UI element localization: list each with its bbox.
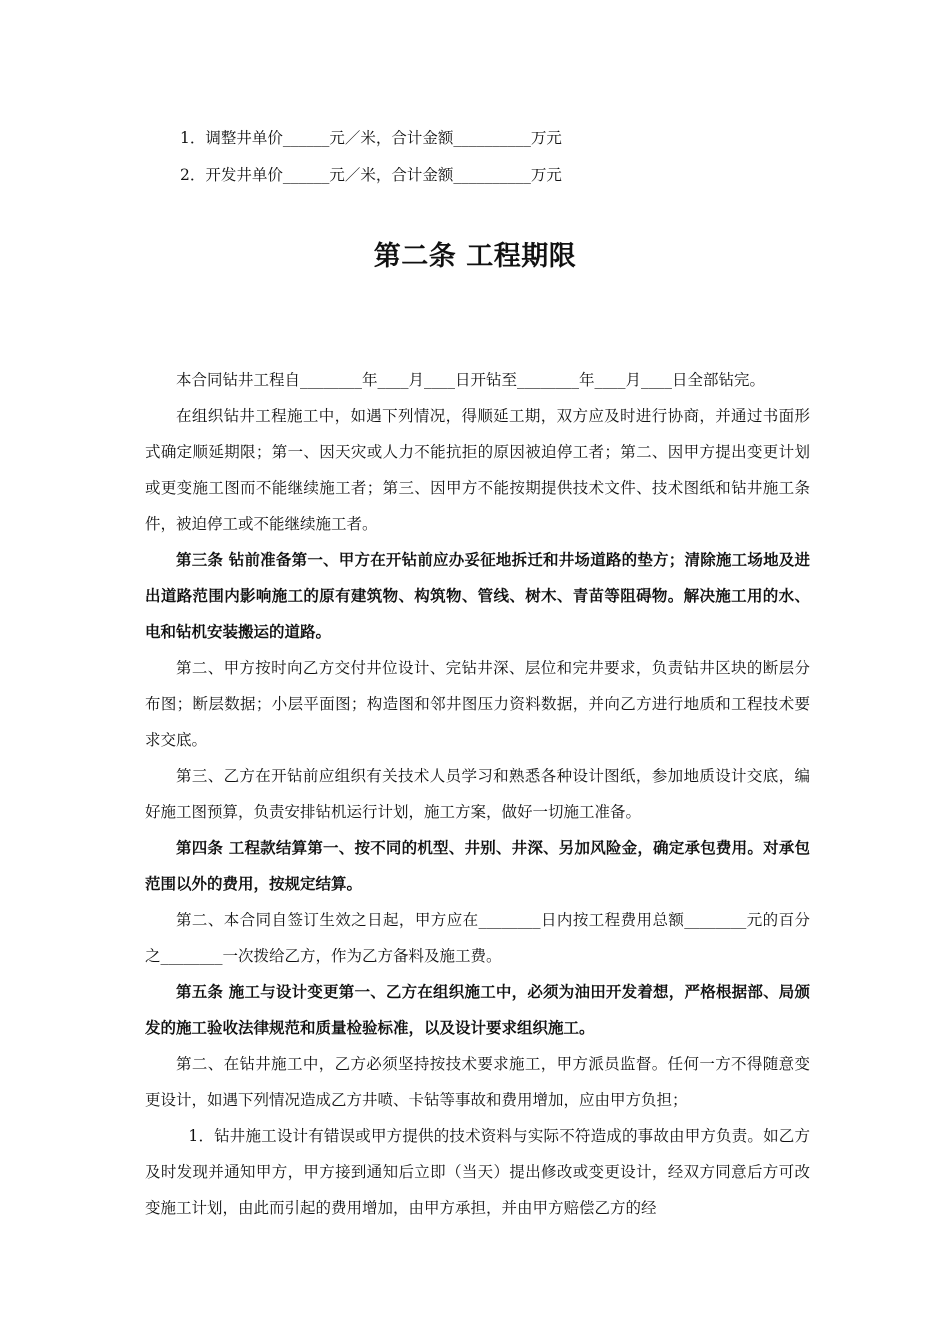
paragraph-extension: 在组织钻井工程施工中，如遇下列情况，得顺延工期，双方应及时进行协商，并通过书面形式确定顺延期限；第一、因天灾或人力不能抗拒的原因被迫停工者；第二、因甲方提出变更计划或更变施工图而不能继续施工者；第三、因甲方不能按期提供技术文件、技术图纸和钻井施工条件，被迫停工或不能继续施工者。 [145, 407, 810, 533]
paragraph-article-3-third: 第三、乙方在开钻前应组织有关技术人员学习和熟悉各种设计图纸，参加地质设计交底，编好施工图预算，负责安排钻机运行计划，施工方案，做好一切施工准备。 [145, 767, 810, 821]
paragraph-drilling-period: 本合同钻井工程自________年____月____日开钻至________年____月____日全部钻完。 [176, 371, 766, 389]
price-item-adjustment-well: 1．调整井单价______元／米，合计金额__________万元 [180, 129, 562, 147]
paragraph-article-5-second: 第二、在钻井施工中，乙方必须坚持按技术要求施工，甲方派员监督。任何一方不得随意变更设计，如遇下列情况造成乙方井喷、卡钻等事故和费用增加，应由甲方负担； [145, 1055, 810, 1109]
paragraph-article-4: 第四条 工程款结算第一、按不同的机型、井别、井深、另加风险金，确定承包费用。对承包范围以外的费用，按规定结算。 [145, 838, 810, 893]
paragraph-article-3-second: 第二、甲方按时向乙方交付井位设计、完钻井深、层位和完井要求，负责钻井区块的断层分布图；断层数据；小层平面图；构造图和邻井图压力资料数据，并向乙方进行地质和工程技术要求交底。 [145, 659, 810, 749]
paragraph-article-5: 第五条 施工与设计变更第一、乙方在组织施工中，必须为油田开发着想，严格根据部、局颁发的施工验收法律规范和质量检验标准，以及设计要求组织施工。 [145, 982, 810, 1037]
paragraph-article-4-second: 第二、本合同自签订生效之日起，甲方应在________日内按工程费用总额________元的百分之________一次拨给乙方，作为乙方备料及施工费。 [145, 911, 810, 965]
price-item-development-well: 2．开发井单价______元／米，合计金额__________万元 [180, 166, 562, 184]
contract-body [145, 362, 810, 1226]
paragraph-article-3: 第三条 钻前准备第一、甲方在开钻前应办妥征地拆迁和井场道路的垫方；清除施工场地及进出道路范围内影响施工的原有建筑物、构筑物、管线、树木、青苗等阻碍物。解决施工用的水、电和钻机安装搬运的道路。 [145, 550, 810, 641]
paragraph-article-5-item-1: 1．钻井施工设计有错误或甲方提供的技术资料与实际不符造成的事故由甲方负责。如乙方及时发现并通知甲方，甲方接到通知后立即（当天）提出修改或变更设计，经双方同意后方可改变施工计划，由此而引起的费用增加，由甲方承担，并由甲方赔偿乙方的经 [145, 1127, 810, 1217]
section-title: 第二条 工程期限 [373, 241, 577, 272]
